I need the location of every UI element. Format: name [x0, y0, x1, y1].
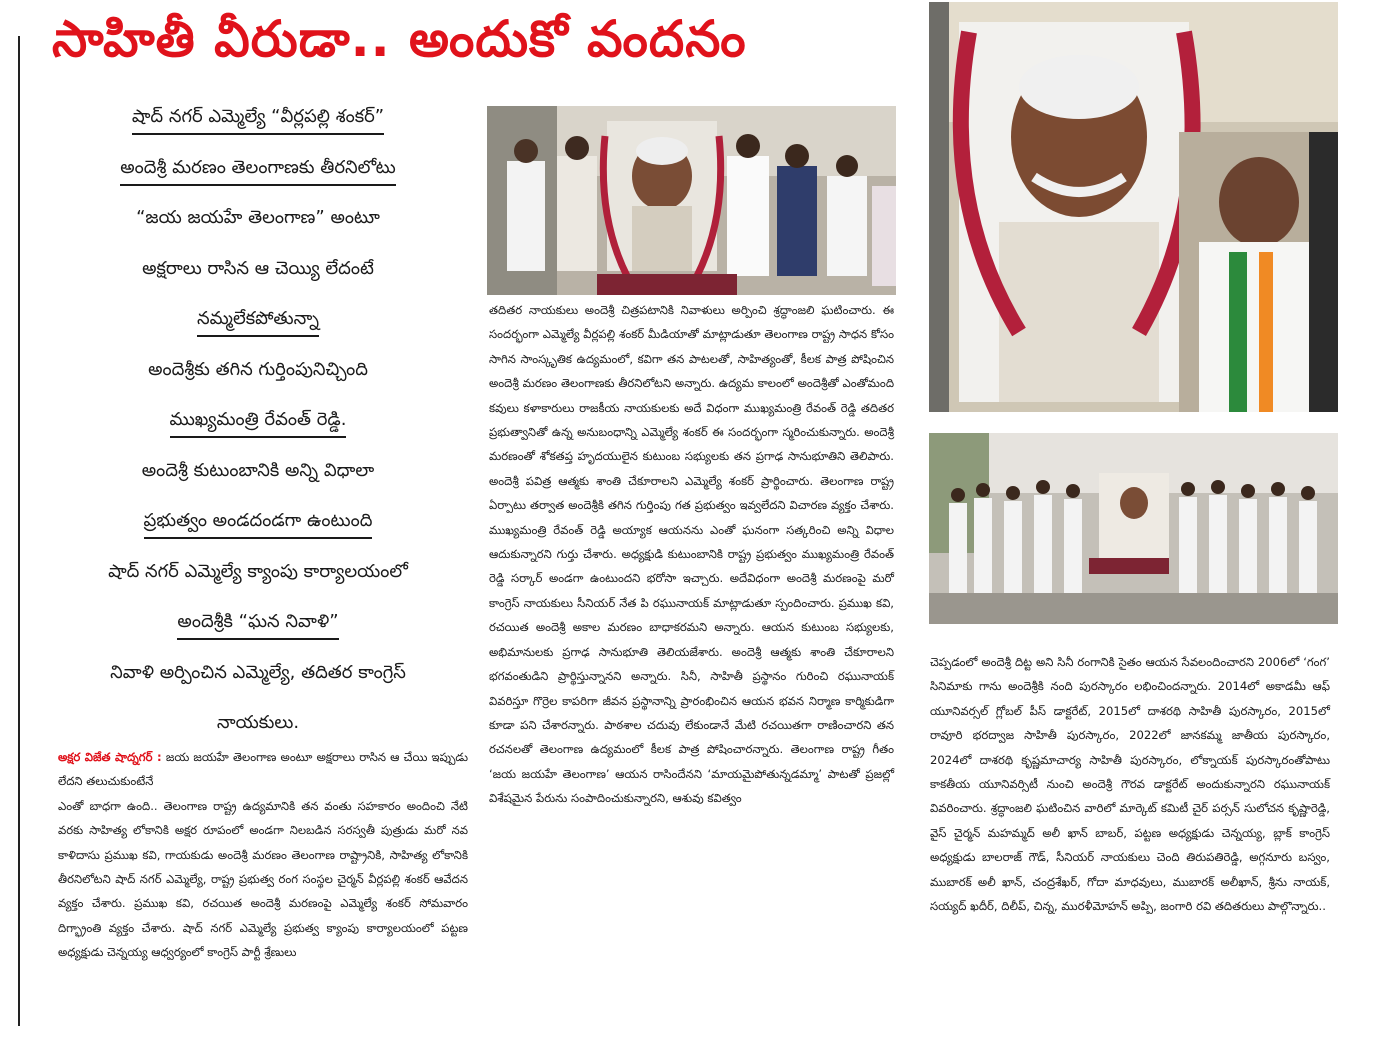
article-column-2: [489, 298, 894, 811]
tribute-photo-3: [929, 433, 1338, 624]
col1-body: ఎంతో బాధగా ఉంది.. తెలంగాణ రాష్ట్ర ఉద్యమానికి తన వంతు సహకారం అందించి నేటి వరకు సాహిత్య లోకానికి అక్షర రూపంలో అండగా నిలబడిన సరస్వతీ పుత్రుడు మరో నవ కాళిదాసు ప్రముఖ కవి, గాయకుడు అందెశ్రీ మరణం తెలంగాణ రాష్ట్రానికి, సాహిత్య లోకానికి తీరనిలోటని షాద్ నగర్ ఎమ్మెల్యే, రాష్ట్ర ప్రభుత్వ రంగ సంస్థల చైర్మన్ వీర్లపల్లి శంకర్ ఆవేదన వ్యక్తం చేశారు. ప్రముఖ కవి, రచయిత అందెశ్రీ మరణంపై ఎమ్మెల్యే శంకర్ సోమవారం దిగ్భ్రాంతి వ్యక్తం చేశారు. షాద్ నగర్ ఎమ్మెల్యే ప్రభుత్వ క్యాంపు కార్యాలయంలో పట్టణ అధ్యక్షుడు చెన్నయ్య ఆధ్వర్యంలో కాంగ్రెస్ పార్టీ శ్రేణులు: [58, 798, 468, 960]
lead-block: [48, 92, 468, 749]
col1-first: జయ జయహే తెలంగాణ అంటూ అక్షరాలు రాసిన ఆ చేయి ఇప్పుడు లేదని తలుచుకుంటేనే: [58, 750, 469, 789]
col3-body: చెప్పడంలో అందెశ్రీ దిట్ట అని సినీ రంగానికి సైతం ఆయన సేవలందించారని 2006లో ‘గంగ’ సినిమాకు గాను అందెశ్రీకి నంది పురస్కారం లభించిందన్నారు. 2014లో అకాడమీ ఆఫ్ యూనివర్సల్ గ్లోబల్ పీస్ డాక్టరేట్, 2015లో దాశరథి సాహితీ పురస్కారం, 2015లో రావూరి భరద్వాజ సాహితీ పురస్కారం, 2022లో జానకమ్మ జాతీయ పురస్కారం, 2024లో దాశరథి కృష్ణమాచార్య సాహితీ పురస్కారం, లోక్నాయక్ పురస్కారంతోపాటు కాకతీయ యూనివర్సిటీ నుంచి అందెశ్రీ గౌరవ డాక్టరేట్ అందుకున్నారని రఘునాయక్ వివరించారు. శ్రద్ధాంజలి ఘటించిన వారిలో మార్కెట్ కమిటీ చైర్ పర్సన్ సులోచన కృష్ణారెడ్డి, వైస్ చైర్మన్ మహమ్మద్ అలీ ఖాన్ బాబర్, పట్టణ అధ్యక్షుడు చెన్నయ్య, బ్లాక్ కాంగ్రెస్ అధ్యక్షుడు బాలరాజ్ గౌడ్, సీనియర్ నాయకులు చెంది తిరుపతిరెడ్డి, అగ్గనూరు బస్వం, ముబారక్ అలీ ఖాన్, చంద్రశేఖర్, గోదా మాధవులు, ముబారక్ అలీఖాన్, శ్రీను నాయక్, సయ్యద్ ఖదీర్, దిలీప్, చిన్న, మురళీమోహన్ అప్పి, జంగారి రవి తదితరులు పాల్గొన్నారు..: [930, 655, 1330, 914]
tribute-photo-2: [929, 2, 1338, 412]
dateline: అక్షర విజేత షాద్నగర్ :: [58, 750, 162, 764]
lead-line: షాద్ నగర్ ఎమ్మెల్యే “వీర్లపల్లి శంకర్”: [48, 92, 468, 143]
lead-line: అందెశ్రీకి “ఘన నివాళి”: [48, 597, 468, 648]
headline: సాహితీ వీరుడా.. అందుకో వందనం: [52, 10, 747, 68]
lead-line: అందెశ్రీ మరణం తెలంగాణకు తీరనిలోటు: [48, 143, 468, 194]
lead-line: అందెశ్రీకు తగిన గుర్తింపునిచ్చింది: [148, 358, 368, 380]
lead-line: అందెశ్రీ కుటుంబానికి అన్ని విధాలా: [141, 459, 375, 481]
tribute-photo-1: [487, 106, 896, 295]
lead-line: నమ్మలేకపోతున్నా: [48, 294, 468, 345]
lead-line: “జయ జయహే తెలంగాణ” అంటూ: [136, 207, 380, 228]
col2-body: తదితర నాయకులు అందెశ్రీ చిత్రపటానికి నివాళులు అర్పించి శ్రద్ధాంజలి ఘటించారు. ఈ సందర్భంగా ఎమ్మెల్యే వీర్లపల్లి శంకర్ మీడియాతో మాట్లాడుతూ తెలంగాణ రాష్ట్ర సాధన కోసం సాగిన సాంస్కృతిక ఉద్యమంలో, కవిగా తన పాటలతో, సాహిత్యంతో, కీలక పాత్ర పోషించిన అందెశ్రీ మరణం తెలంగాణకు తీరనిలోటని అన్నారు. ఉద్యమ కాలంలో అందెశ్రీతో ఎంతోమంది కవులు కళాకారులు రాజకీయ నాయకులకు అదే విధంగా ముఖ్యమంత్రి రేవంత్ రెడ్డి తదితర ప్రభుత్వానితో ఉన్న అనుబంధాన్ని ఎమ్మెల్యే శంకర్ ఈ సందర్భంగా స్మరించుకున్నారు. అందెశ్రీ మరణంతో శోకతప్త హృదయులైన కుటుంబ సభ్యులకు తన ప్రగాఢ సానుభూతిని తెలిపారు. అందెశ్రీ పవిత్ర ఆత్మకు శాంతి చేకూరాలని ఎమ్మెల్యే శంకర్ ప్రార్థించారు. తెలంగాణ రాష్ట్ర ఏర్పాటు తర్వాత అందెశ్రీకి తగిన గుర్తింపు గత ప్రభుత్వం ఇవ్వలేదని విచారణ వ్యక్తం చేశారు. ముఖ్యమంత్రి రేవంత్ రెడ్డి అయ్యాక ఆయనను ఎంతో ఘనంగా సత్కరించి అన్ని విధాల ఆదుకున్నారని గుర్తు చేశారు. అధ్యక్షుడి కుటుంబానికి రాష్ట్ర ప్రభుత్వం ముఖ్యమంత్రి రేవంత్ రెడ్డి సర్కార్ అండగా ఉంటుందని భరోసా ఇచ్చారు. అదేవిధంగా అందెశ్రీ మరణంపై మరో కాంగ్రెస్ నాయకులు సీనియర్ నేత పి రఘునాయక్ మాట్లాడుతూ స్పందించారు. ప్రముఖ కవి, రచయిత అందెశ్రీ అకాల మరణం బాధాకరమని అన్నారు. ఆయన కుటుంబ సభ్యులకు, అభిమానులకు ప్రగాఢ సానుభూతి తెలియజేశారు. అందెశ్రీ ఆత్మకు శాంతి చేకూరాలని భగవంతుడిని ప్రార్థిస్తున్నానని అన్నారు. సినీ, సాహితీ ప్రస్థానం గురించి రఘునాయక్ వివరిస్తూ గొర్రెల కాపరిగా జీవన ప్రస్థానాన్ని ప్రారంభించిన ఆయన భవన నిర్మాణ కార్మికుడిగా కూడా పని చేశారన్నారు. పాఠశాల చదువు లేకుండానే మేటి రచయితగా రాణించారని తన రచనలతో తెలంగాణ ఉద్యమంలో కీలక పాత్ర పోషించారన్నారు. తెలంగాణ రాష్ట్ర గీతం ‘జయ జయహే తెలంగాణ’ ఆయన రాసిందేనని ‘మాయమైపోతున్నడమ్మా’ పాటతో ప్రజల్లో విశేషమైన పేరును సంపాదించుకున్నారని, ఆశువు కవిత్వం: [489, 303, 894, 806]
column-rule: [18, 36, 20, 1026]
lead-line: ముఖ్యమంత్రి రేవంత్ రెడ్డి.: [48, 395, 468, 446]
lead-line: ప్రభుత్వం అండదండగా ఉంటుంది: [48, 496, 468, 547]
lead-line: నివాళి అర్పించిన ఎమ్మెల్యే, తదితర కాంగ్రెస్: [110, 661, 406, 683]
article-column-1: [58, 745, 468, 965]
lead-line: షాద్ నగర్ ఎమ్మెల్యే క్యాంపు కార్యాలయంలో: [108, 560, 408, 582]
lead-line: అక్షరాలు రాసిన ఆ చెయ్యి లేదంటే: [142, 257, 374, 279]
lead-line: నాయకులు.: [216, 712, 300, 733]
article-column-3: [930, 650, 1330, 918]
